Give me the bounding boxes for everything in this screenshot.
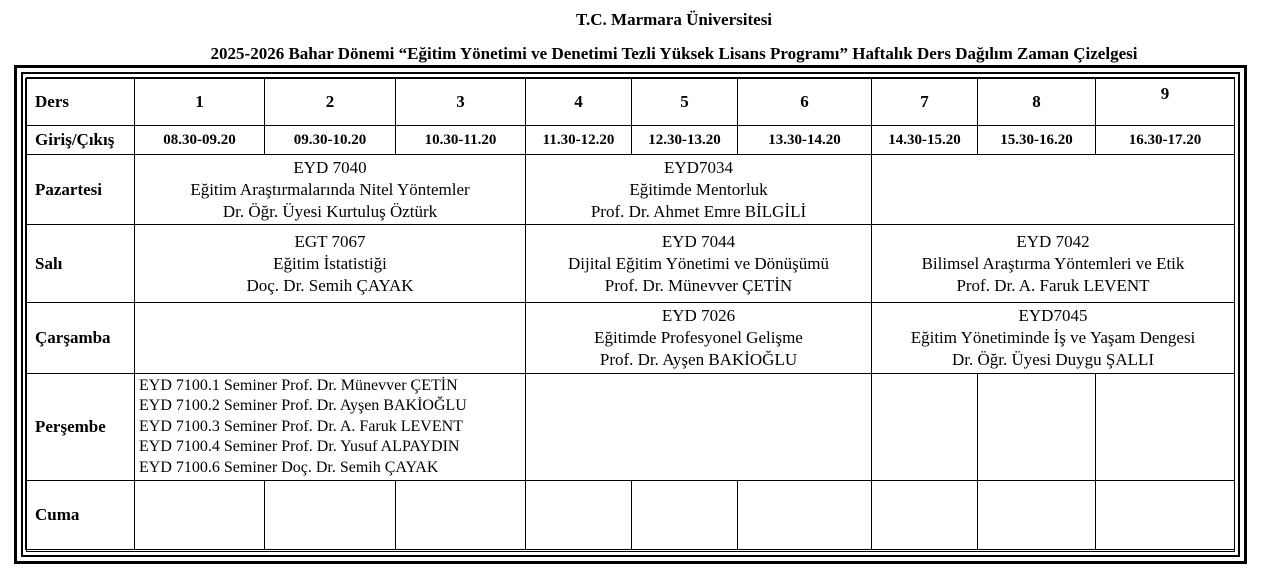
schedule-table bbox=[25, 78, 1235, 550]
document-subtitle: 2025-2026 Bahar Dönemi “Eğitim Yönetimi ve Denetimi Tezli Yüksek Lisans Programı” Haftalık Ders Dağılım Zaman Çizelgesi bbox=[210, 44, 1138, 63]
course-name: Eğitimde Mentorluk bbox=[629, 179, 768, 199]
course-code: EGT 7067 bbox=[294, 231, 366, 251]
course-code: EYD7045 bbox=[1018, 306, 1088, 325]
period-header: 7 bbox=[872, 79, 978, 126]
course-cell bbox=[526, 225, 872, 303]
course-code: EYD7034 bbox=[664, 157, 733, 177]
period-header: 5 bbox=[632, 79, 738, 126]
course-teacher: Prof. Dr. A. Faruk LEVENT bbox=[956, 275, 1150, 295]
day-row-pazartesi bbox=[26, 155, 1235, 225]
period-header: 6 bbox=[738, 79, 872, 126]
empty-cell bbox=[872, 374, 978, 481]
day-row-cuma bbox=[26, 481, 1235, 550]
empty-cell bbox=[872, 481, 978, 550]
day-label: Perşembe bbox=[26, 374, 135, 481]
time-slot: 16.30-17.20 bbox=[1096, 126, 1235, 155]
empty-cell bbox=[135, 303, 526, 374]
period-header: 8 bbox=[978, 79, 1096, 126]
time-slot: 14.30-15.20 bbox=[872, 126, 978, 155]
course-cell bbox=[135, 155, 526, 225]
empty-cell bbox=[978, 481, 1096, 550]
empty-cell bbox=[396, 481, 526, 550]
time-slot: 11.30-12.20 bbox=[526, 126, 632, 155]
seminar-item: EYD 7100.6 Seminer Doç. Dr. Semih ÇAYAK bbox=[139, 458, 439, 476]
period-header: 2 bbox=[265, 79, 396, 126]
time-slot: 15.30-16.20 bbox=[978, 126, 1096, 155]
day-row-carsamba bbox=[26, 303, 1235, 374]
time-slot: 12.30-13.20 bbox=[632, 126, 738, 155]
course-teacher: Dr. Öğr. Üyesi Kurtuluş Öztürk bbox=[222, 201, 438, 221]
course-name: Eğitim Yönetiminde İş ve Yaşam Dengesi bbox=[910, 328, 1196, 347]
time-slot: 08.30-09.20 bbox=[135, 126, 265, 155]
seminar-item: EYD 7100.4 Seminer Prof. Dr. Yusuf ALPAYDIN bbox=[139, 438, 460, 456]
empty-cell bbox=[1096, 374, 1235, 481]
ders-label: Ders bbox=[26, 79, 135, 126]
document-title: T.C. Marmara Üniversitesi bbox=[575, 10, 773, 29]
course-teacher: Prof. Dr. Münevver ÇETİN bbox=[604, 275, 793, 295]
period-header: 4 bbox=[526, 79, 632, 126]
course-code: EYD 7026 bbox=[661, 306, 736, 325]
time-slot: 13.30-14.20 bbox=[738, 126, 872, 155]
empty-cell bbox=[738, 481, 872, 550]
course-cell bbox=[872, 303, 1235, 374]
empty-cell bbox=[265, 481, 396, 550]
course-name: Eğitimde Profesyonel Gelişme bbox=[594, 328, 803, 347]
period-header: 3 bbox=[396, 79, 526, 126]
course-cell bbox=[526, 303, 872, 374]
course-code: EYD 7042 bbox=[1016, 231, 1090, 251]
course-cell bbox=[526, 155, 872, 225]
day-row-sali bbox=[26, 225, 1235, 303]
day-label: Cuma bbox=[26, 481, 135, 550]
empty-cell bbox=[978, 374, 1096, 481]
seminar-item: EYD 7100.3 Seminer Prof. Dr. A. Faruk LEVENT bbox=[139, 417, 463, 435]
empty-cell bbox=[632, 481, 738, 550]
time-slot: 10.30-11.20 bbox=[396, 126, 526, 155]
course-code: EYD 7040 bbox=[293, 157, 367, 177]
course-name: Bilimsel Araştırma Yöntemleri ve Etik bbox=[921, 253, 1185, 273]
period-row bbox=[26, 79, 1235, 126]
empty-cell bbox=[526, 481, 632, 550]
course-code: EYD 7044 bbox=[661, 231, 736, 251]
time-slot: 09.30-10.20 bbox=[265, 126, 396, 155]
course-teacher: Dr. Öğr. Üyesi Duygu ŞALLI bbox=[951, 350, 1155, 369]
empty-cell bbox=[872, 155, 1235, 225]
seminar-item: EYD 7100.1 Seminer Prof. Dr. Münevver ÇETİN bbox=[139, 376, 458, 394]
period-header: 9 bbox=[1096, 79, 1235, 126]
course-teacher: Prof. Dr. Ahmet Emre BİLGİLİ bbox=[590, 201, 807, 221]
day-row-persembe bbox=[26, 374, 1235, 481]
seminar-cell bbox=[135, 374, 526, 481]
seminar-item: EYD 7100.2 Seminer Prof. Dr. Ayşen BAKİOĞLU bbox=[139, 397, 467, 415]
day-label: Çarşamba bbox=[26, 303, 135, 374]
empty-cell bbox=[135, 481, 265, 550]
empty-cell bbox=[526, 374, 872, 481]
giris-cikis-label: Giriş/Çıkış bbox=[26, 126, 135, 155]
empty-cell bbox=[1096, 481, 1235, 550]
course-name: Eğitim Araştırmalarında Nitel Yöntemler bbox=[190, 179, 470, 199]
course-name: Eğitim İstatistiği bbox=[273, 253, 387, 273]
time-row bbox=[26, 126, 1235, 155]
course-name: Dijital Eğitim Yönetimi ve Dönüşümü bbox=[568, 253, 829, 273]
course-cell bbox=[872, 225, 1235, 303]
day-label: Salı bbox=[26, 225, 135, 303]
course-cell bbox=[135, 225, 526, 303]
day-label: Pazartesi bbox=[26, 155, 135, 225]
course-teacher: Doç. Dr. Semih ÇAYAK bbox=[246, 275, 414, 295]
course-teacher: Prof. Dr. Ayşen BAKİOĞLU bbox=[599, 350, 798, 369]
period-header: 1 bbox=[135, 79, 265, 126]
